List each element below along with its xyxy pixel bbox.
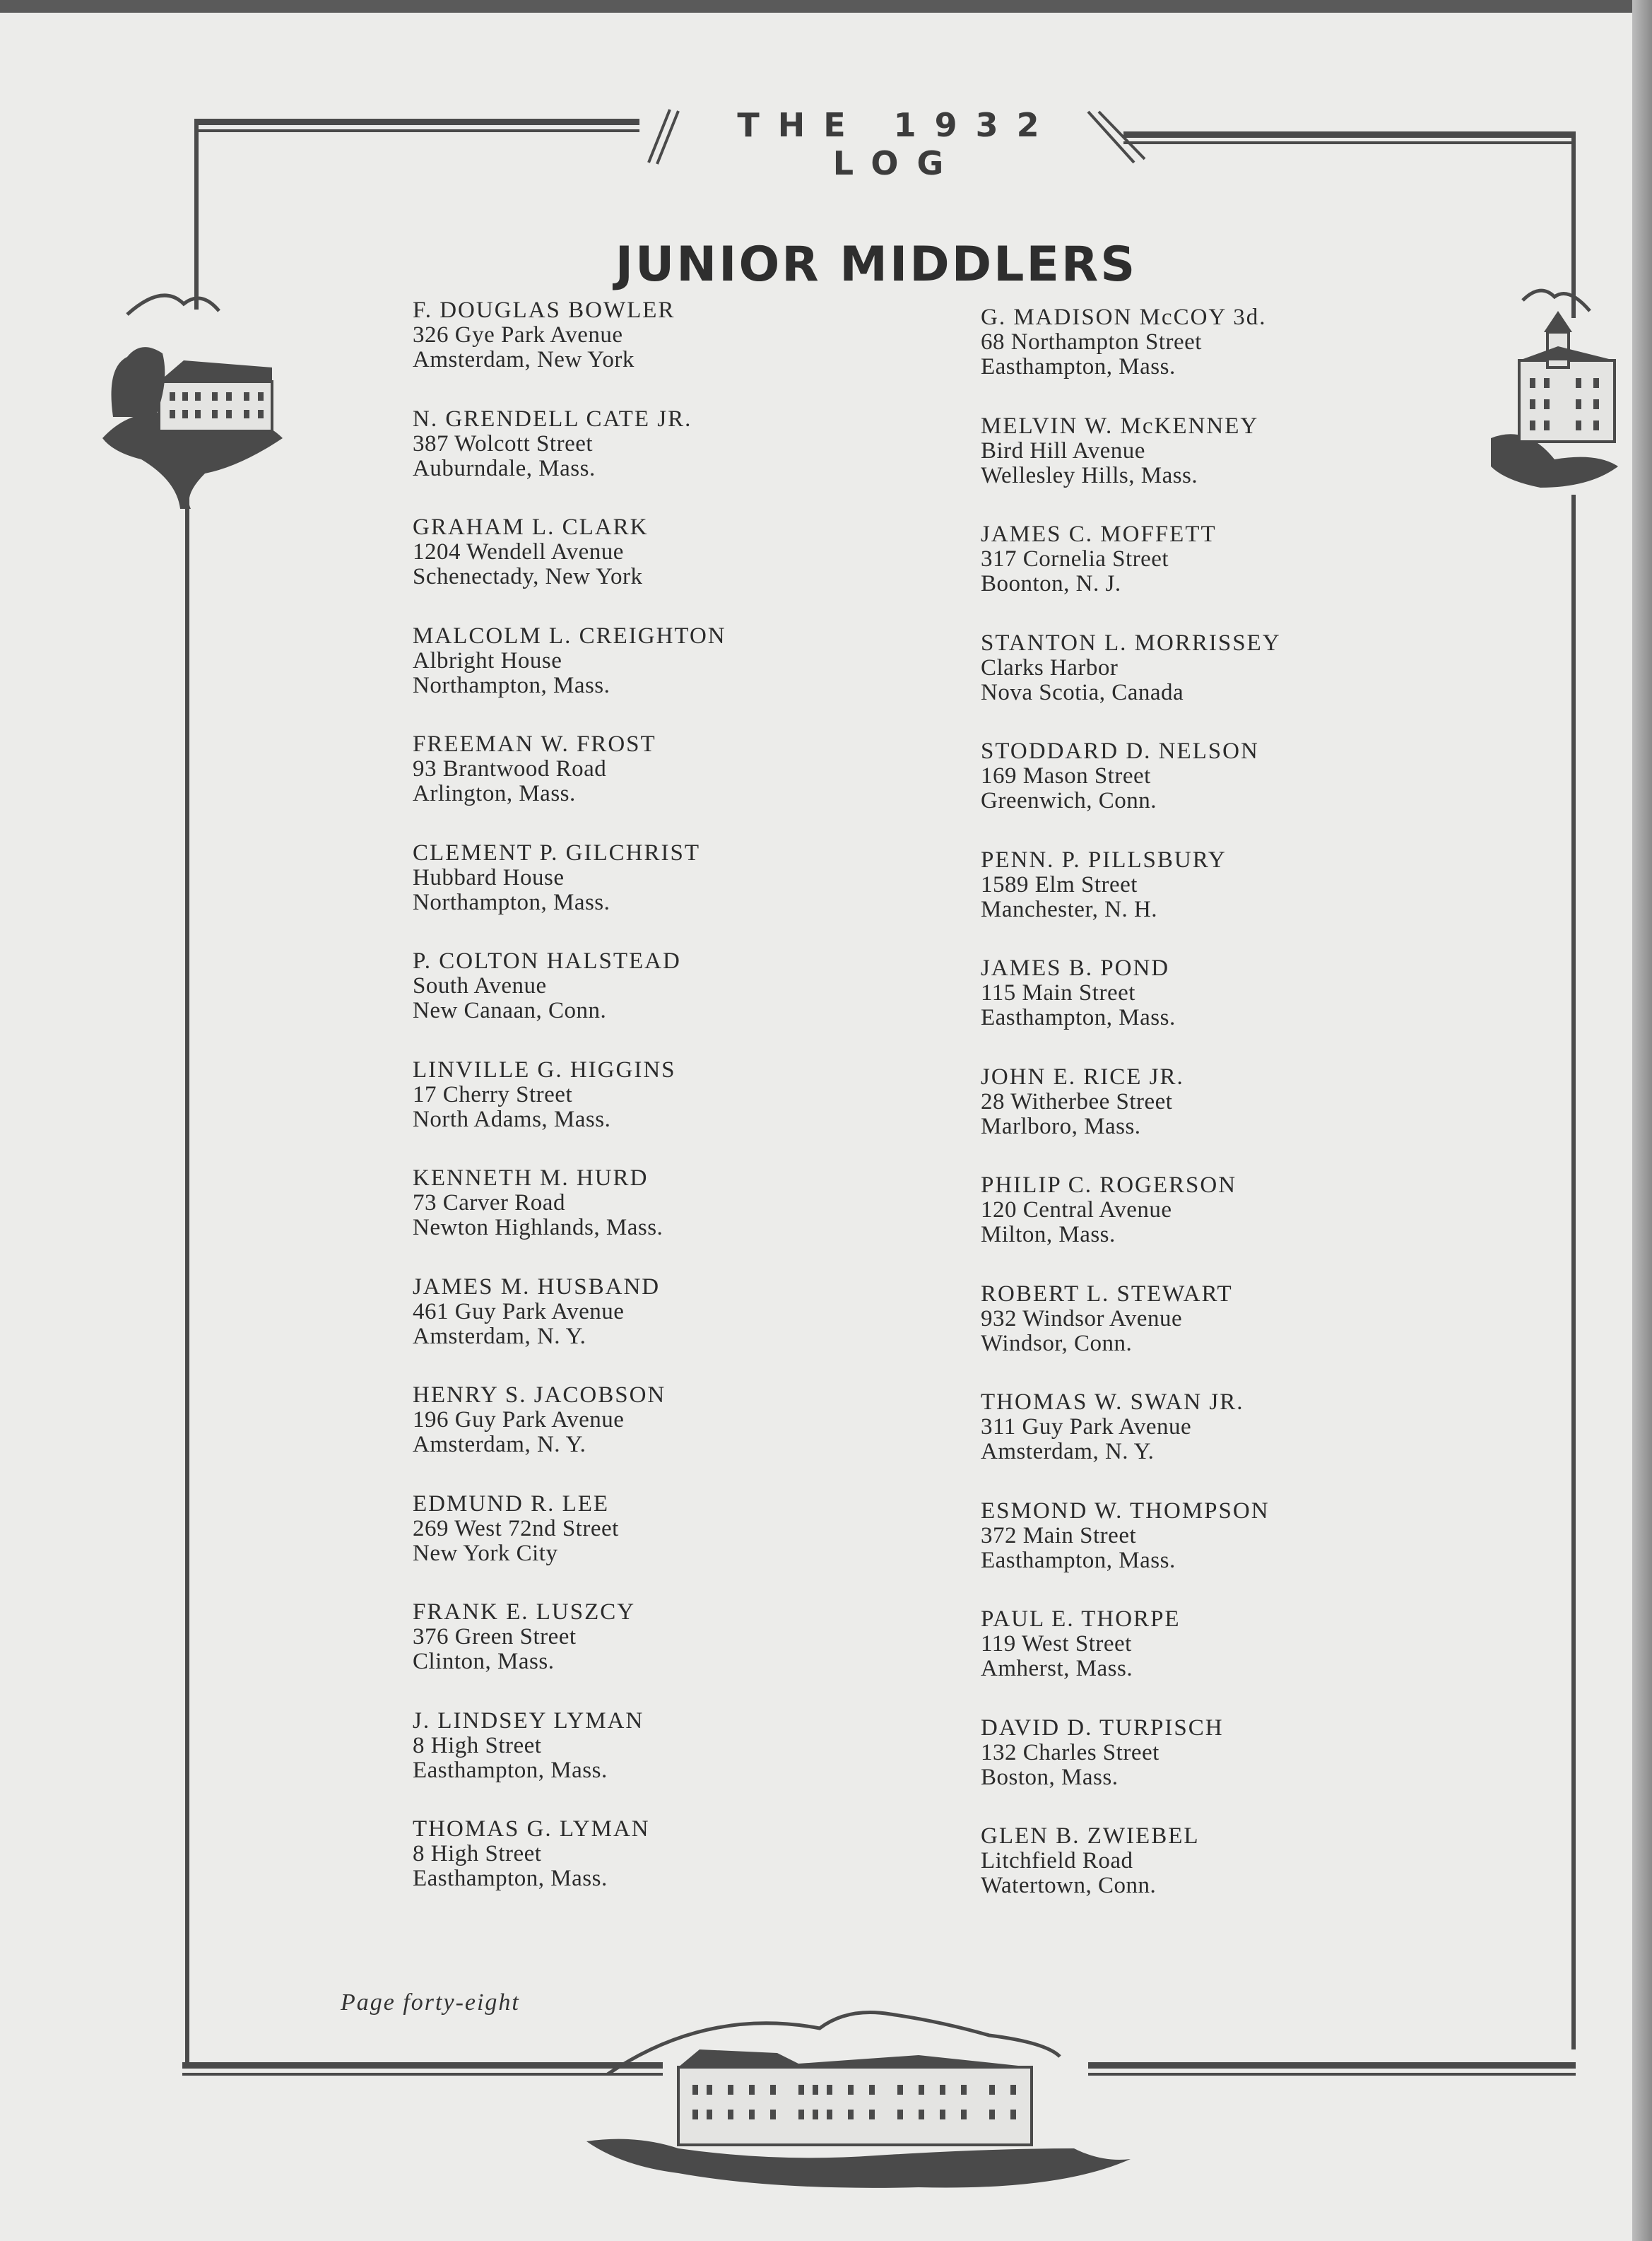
student-entry xyxy=(981,1282,1233,1356)
student-city: Easthampton, Mass. xyxy=(413,1866,608,1891)
running-header: THE 1932 LOG xyxy=(737,106,1058,182)
student-name: FRANK E. LUSZCY xyxy=(413,1599,636,1625)
student-city: Amsterdam, N. Y. xyxy=(413,1323,586,1349)
campus-panorama-icon xyxy=(586,2013,1131,2188)
student-address: 932 Windsor Avenue xyxy=(981,1305,1183,1331)
student-address: Hubbard House xyxy=(413,864,565,890)
student-name: FREEMAN W. FROST xyxy=(413,731,656,757)
student-city: Easthampton, Mass. xyxy=(981,1005,1176,1030)
student-name: HENRY S. JACOBSON xyxy=(413,1382,666,1408)
student-entry xyxy=(981,1390,1244,1464)
student-city: Arlington, Mass. xyxy=(413,781,576,806)
student-address: 372 Main Street xyxy=(981,1522,1137,1548)
student-entry xyxy=(413,1275,660,1349)
student-entry xyxy=(413,298,675,372)
student-address: Clarks Harbor xyxy=(981,654,1119,681)
student-entry xyxy=(413,1817,650,1891)
student-entry xyxy=(981,1065,1184,1139)
student-city: Wellesley Hills, Mass. xyxy=(981,462,1198,488)
student-address: 387 Wolcott Street xyxy=(413,430,594,457)
student-name: F. DOUGLAS BOWLER xyxy=(413,298,675,323)
student-city: Easthampton, Mass. xyxy=(413,1757,608,1783)
student-city: Schenectady, New York xyxy=(413,564,643,589)
student-address: 132 Charles Street xyxy=(981,1739,1160,1765)
student-city: Amherst, Mass. xyxy=(981,1656,1133,1681)
student-name: ROBERT L. STEWART xyxy=(981,1281,1233,1307)
student-entry xyxy=(413,1492,619,1566)
student-entry xyxy=(981,631,1281,705)
student-city: Windsor, Conn. xyxy=(981,1330,1133,1356)
student-entry xyxy=(981,1173,1237,1247)
student-address: South Avenue xyxy=(413,973,547,999)
student-city: Northampton, Mass. xyxy=(413,672,610,698)
student-address: 461 Guy Park Avenue xyxy=(413,1298,625,1324)
student-city: Greenwich, Conn. xyxy=(981,788,1157,813)
student-address: 120 Central Avenue xyxy=(981,1197,1172,1223)
student-entry xyxy=(413,515,648,589)
page-number: Page forty-eight xyxy=(341,1989,520,2016)
student-name: G. MADISON McCOY 3d. xyxy=(981,305,1267,330)
student-address: 119 West Street xyxy=(981,1631,1132,1657)
student-entry xyxy=(413,732,656,806)
student-city: Easthampton, Mass. xyxy=(981,354,1176,380)
student-entry xyxy=(413,1709,644,1783)
student-name: EDMUND R. LEE xyxy=(413,1490,610,1517)
student-name: N. GRENDELL CATE JR. xyxy=(413,406,692,432)
student-name: MALCOLM L. CREIGHTON xyxy=(413,623,726,649)
student-city: Easthampton, Mass. xyxy=(981,1547,1176,1573)
student-entry xyxy=(981,739,1259,813)
student-city: Nova Scotia, Canada xyxy=(981,679,1184,705)
student-entry xyxy=(413,949,681,1023)
student-name: JAMES B. POND xyxy=(981,955,1170,981)
student-entry xyxy=(413,407,692,481)
student-name: ESMOND W. THOMPSON xyxy=(981,1498,1270,1524)
student-name: LINVILLE G. HIGGINS xyxy=(413,1057,676,1083)
student-name: PHILIP C. ROGERSON xyxy=(981,1172,1237,1198)
student-city: Boonton, N. J. xyxy=(981,571,1121,596)
student-name: P. COLTON HALSTEAD xyxy=(413,948,681,974)
student-city: Watertown, Conn. xyxy=(981,1873,1157,1898)
student-address: 8 High Street xyxy=(413,1732,542,1758)
student-entry xyxy=(413,1383,666,1457)
student-city: New York City xyxy=(413,1540,558,1566)
student-address: 169 Mason Street xyxy=(981,763,1151,789)
student-entry xyxy=(981,1607,1181,1681)
school-building-left-icon xyxy=(102,295,283,509)
student-entry xyxy=(981,848,1227,922)
student-address: 196 Guy Park Avenue xyxy=(413,1407,625,1433)
student-entry xyxy=(981,1499,1270,1573)
student-city: Auburndale, Mass. xyxy=(413,455,596,481)
student-entry xyxy=(413,1166,663,1240)
student-city: Amsterdam, N. Y. xyxy=(413,1432,586,1457)
student-name: JAMES M. HUSBAND xyxy=(413,1274,661,1300)
student-entry xyxy=(413,1600,635,1674)
student-name: GLEN B. ZWIEBEL xyxy=(981,1823,1200,1849)
section-title: JUNIOR MIDDLERS xyxy=(615,237,1138,293)
student-name: GRAHAM L. CLARK xyxy=(413,514,649,540)
student-address: 1589 Elm Street xyxy=(981,871,1138,898)
student-city: Newton Highlands, Mass. xyxy=(413,1215,663,1240)
student-city: Manchester, N. H. xyxy=(981,896,1158,922)
student-name: DAVID D. TURPISCH xyxy=(981,1714,1224,1741)
student-address: 8 High Street xyxy=(413,1841,542,1866)
student-entry xyxy=(981,522,1217,596)
student-address: 317 Cornelia Street xyxy=(981,546,1169,572)
student-city: Milton, Mass. xyxy=(981,1222,1116,1247)
student-name: PENN. P. PILLSBURY xyxy=(981,847,1227,873)
student-entry xyxy=(413,841,700,915)
student-name: THOMAS G. LYMAN xyxy=(413,1816,650,1842)
student-entry xyxy=(413,624,726,698)
student-address: 115 Main Street xyxy=(981,980,1135,1006)
student-address: 68 Northampton Street xyxy=(981,329,1202,355)
student-name: KENNETH M. HURD xyxy=(413,1165,649,1191)
student-address: Bird Hill Avenue xyxy=(981,437,1145,464)
student-address: 28 Witherbee Street xyxy=(981,1088,1173,1114)
student-address: 17 Cherry Street xyxy=(413,1081,573,1107)
student-address: 1204 Wendell Avenue xyxy=(413,539,624,565)
student-entry xyxy=(981,414,1258,488)
student-name: THOMAS W. SWAN JR. xyxy=(981,1389,1244,1415)
student-city: New Canaan, Conn. xyxy=(413,998,607,1023)
student-address: Litchfield Road xyxy=(981,1848,1133,1874)
student-name: CLEMENT P. GILCHRIST xyxy=(413,840,700,866)
student-city: North Adams, Mass. xyxy=(413,1106,611,1132)
student-city: Amsterdam, N. Y. xyxy=(981,1439,1155,1464)
student-name: MELVIN W. McKENNEY xyxy=(981,413,1259,439)
student-city: Clinton, Mass. xyxy=(413,1649,555,1674)
student-city: Marlboro, Mass. xyxy=(981,1113,1141,1139)
chapel-tower-right-icon xyxy=(1491,290,1618,488)
student-entry xyxy=(981,305,1267,380)
student-address: Albright House xyxy=(413,647,562,674)
student-name: JAMES C. MOFFETT xyxy=(981,522,1217,547)
student-city: Amsterdam, New York xyxy=(413,347,635,372)
student-entry xyxy=(981,1716,1224,1790)
student-name: PAUL E. THORPE xyxy=(981,1606,1181,1632)
student-address: 73 Carver Road xyxy=(413,1190,565,1216)
student-name: STODDARD D. NELSON xyxy=(981,739,1259,764)
student-entry xyxy=(981,1824,1200,1898)
student-city: Boston, Mass. xyxy=(981,1764,1119,1790)
student-address: 93 Brantwood Road xyxy=(413,756,607,782)
student-entry xyxy=(413,1058,676,1132)
student-address: 269 West 72nd Street xyxy=(413,1515,619,1541)
student-entry xyxy=(981,956,1176,1030)
student-name: STANTON L. MORRISSEY xyxy=(981,630,1281,656)
student-name: JOHN E. RICE JR. xyxy=(981,1064,1184,1090)
student-address: 326 Gye Park Avenue xyxy=(413,322,623,348)
student-city: Northampton, Mass. xyxy=(413,889,610,915)
student-address: 311 Guy Park Avenue xyxy=(981,1414,1192,1440)
student-name: J. LINDSEY LYMAN xyxy=(413,1707,644,1734)
student-address: 376 Green Street xyxy=(413,1624,577,1649)
